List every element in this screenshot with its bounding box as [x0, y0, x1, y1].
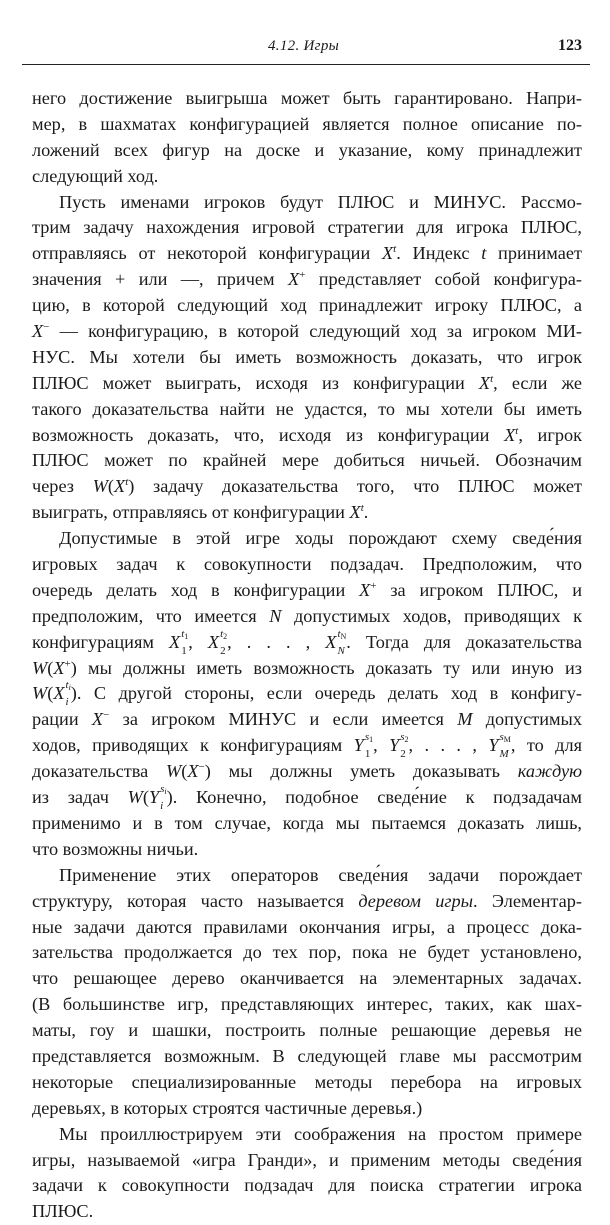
text-line: конфигурациям X $t_1$ 1 , X $t_2$ 2 , . . . , X $t_N$ N . Тогда для доказательства [32, 627, 582, 657]
text-line: маты, гоу и шашки, построить полные решающие деревья не [32, 1020, 582, 1041]
text-line: выиграть, отправляясь от конфигурации $X^t$. [32, 502, 369, 523]
text-line: зательства продолжается до тех пор, пока не будет установлено, [32, 942, 582, 963]
math-symbol: X [359, 579, 371, 600]
text-line: НУС. Мы хотели бы иметь возможность доказать, что игрок [32, 346, 582, 367]
text-line: ные задачи даются правилами окончания игры, а процесс дока- [32, 916, 582, 937]
text-line: применимо и в том случае, когда мы пытаемся доказать лишь, [32, 812, 582, 833]
text-line: Мы проиллюстрируем эти соображения на простом примере [59, 1123, 582, 1144]
text-line: предположим, что имеется N допустимых ходов, приводящих к [32, 605, 583, 626]
math-superscript: t [393, 243, 397, 256]
math-symbol: X [32, 321, 44, 342]
text-line: задачи к совокупности подзадач для поиска стратегии игрока [32, 1175, 582, 1196]
math-symbol: M [457, 709, 473, 730]
text-line: W(X+) мы должны иметь возможность доказать ту или иную из [32, 657, 582, 678]
math-symbol: X [504, 424, 516, 445]
text-line: игры, называемой «игра Гранди», и применим методы сведе́ния [32, 1149, 582, 1170]
math-superscript: t [490, 372, 494, 385]
math-superscript: − [43, 321, 50, 334]
running-title: 4.12. Игры [268, 38, 340, 54]
text-line: ПЛЮС. [32, 1201, 94, 1222]
math-superscript: + [299, 269, 306, 282]
text-line: трим задачу нахождения игровой стратегии для игрока ПЛЮС, [32, 217, 582, 238]
text-line: из задач W(Y $s_i$ i ). Конечно, подобное сведе́ние к подзадачам [32, 782, 582, 812]
text-line: отправляясь от некоторой конфигурации $X^t$. Индекс t принимает [32, 243, 582, 264]
text-line: следующий ход. [32, 165, 159, 186]
text-line: представляется возможным. В следующей главе мы рассмотрим [32, 1045, 582, 1066]
text-line: ПЛЮС может по крайней мере добиться ничьей. Обозначим [32, 450, 582, 471]
page-number: 123 [558, 37, 582, 54]
math-expression: X $t_1$ 1 , X $t_2$ 2 , . . . , X $t_N$ N [169, 627, 347, 657]
text-line: ПЛЮС может выиграть, исходя из конфигурации $X^t$, если же [32, 372, 582, 393]
text-line: структуру, которая часто называется деревом игры. Элементар- [32, 890, 582, 911]
text-line: него достижение выигрыша может быть гарантировано. Напри- [32, 88, 582, 108]
math-symbol: t [481, 243, 487, 264]
text-line: что возможны ничьи. [32, 838, 199, 859]
paragraph [32, 86, 582, 190]
text-line: некоторые специализированные методы перебора на игровых [32, 1071, 582, 1092]
text-line: через $W(X^t)$ задачу доказательства того, что ПЛЮС может [32, 476, 582, 497]
text-line: деревьях, в которых строятся частичные деревья.) [32, 1097, 423, 1118]
header-rule [22, 64, 590, 65]
text-line: W(X $t_i$ i ). С другой стороны, если очередь делать ход в конфигу- [32, 679, 582, 709]
text-line: цию, в которой следующий ход принадлежит игроку ПЛЮС, а [32, 295, 582, 316]
text-line: ложений всех фигур на доске и указание, кому принадлежит [32, 139, 582, 160]
math-symbol: X [91, 709, 104, 730]
text-line: значения + или —, причем X+ представляет собой конфигура- [32, 269, 583, 290]
math-symbol: X [349, 502, 361, 523]
math-superscript: t [360, 502, 364, 515]
text-line: игровых задач к совокупности подзадач. Предположим, что [32, 554, 582, 575]
page-header [0, 0, 610, 70]
math-expression: W(X $t_i$ i ) [32, 679, 77, 709]
math-symbol: X [381, 243, 394, 264]
text-line: очередь делать ход в конфигурации X+ за игроком ПЛЮС, и [32, 579, 582, 600]
text-line: рации X− за игроком МИНУС и если имеется M допустимых [32, 709, 582, 730]
math-superscript: − [103, 709, 110, 722]
math-expression: W(X+) [32, 657, 77, 678]
math-expression: W(X−) [166, 761, 211, 782]
paragraph [32, 863, 582, 1122]
text-line: такого доказательства найти не удастся, то мы хотели бы иметь [32, 398, 582, 419]
paragraph [32, 526, 582, 863]
emphasis: деревом игры [358, 890, 474, 911]
math-expression: Y $s_1$ 1 , Y $s_2$ 2 , . . . , Y $s_M$ M [353, 731, 511, 761]
text-line: возможность доказать, что, исходя из конфигурации $X^t$, игрок [32, 424, 582, 445]
math-superscript: + [370, 579, 377, 592]
paragraph [32, 190, 582, 527]
math-symbol: N [269, 605, 282, 626]
text-line: Пусть именами игроков будут ПЛЮС и МИНУС. Рассмо- [59, 191, 582, 212]
emphasis: каждую [517, 761, 583, 782]
paragraph [32, 1122, 582, 1225]
page-body [32, 86, 582, 1225]
text-line: мер, в шахматах конфигурацией является полное описание по- [32, 113, 582, 134]
math-superscript: t [515, 424, 519, 437]
text-line: доказательства W(X−) мы должны уметь доказывать каждую [32, 761, 583, 782]
text-line: X− — конфигурацию, в которой следующий ход за игроком МИ- [32, 321, 582, 342]
math-symbol: X [478, 372, 491, 393]
text-line: Допустимые в этой игре ходы порождают схему сведе́ния [59, 528, 582, 549]
text-line: ходов, приводящих к конфигурациям Y $s_1$ 1 , Y $s_2$ 2 , . . . , Y $s_M$ M , то для [32, 731, 582, 761]
math-expression: $W(X^t)$ [92, 476, 135, 497]
text-line: что решающее дерево оканчивается на элементарных задачах. [32, 968, 582, 989]
math-expression: W(Y $s_i$ i ) [127, 782, 173, 812]
math-symbol: X [287, 269, 300, 290]
text-line: (В большинстве игр, представляющих интерес, таких, как шах- [32, 994, 582, 1015]
text-line: Применение этих операторов сведе́ния задачи порождает [59, 864, 582, 885]
